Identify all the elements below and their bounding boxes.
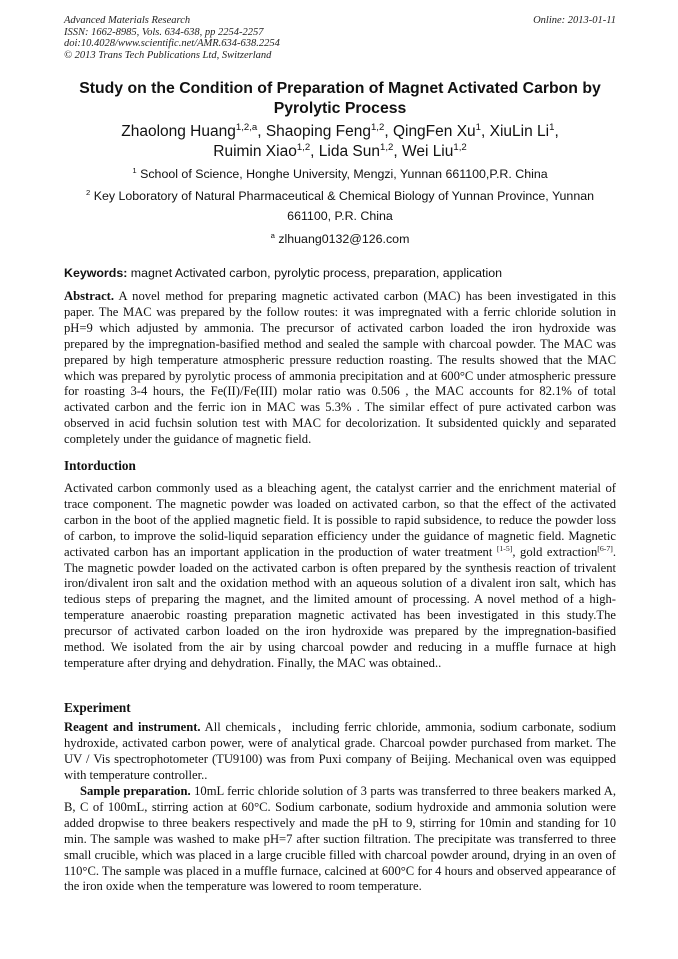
online-date: Online: 2013-01-11 [533, 15, 616, 26]
section-heading-experiment: Experiment [64, 700, 131, 715]
paper-title: Study on the Condition of Preparation of Magnet Activated Carbon by Pyrolytic Process [79, 80, 601, 117]
copyright: © 2013 Trans Tech Publications Ltd, Switzerland [64, 49, 272, 61]
keywords-text: magnet Activated carbon, pyrolytic process, preparation, application [127, 266, 503, 280]
author: Shaoping Feng$^{1,2}$, [265, 121, 393, 140]
author-list [60, 122, 620, 161]
reagent-paragraph: Reagent and instrument. All chemicals，including ferric chloride, ammonia, sodium carbonate, sodium hydroxide, activated carbon power, were of analytical grade. Charcoal powder purchased from market. The UV / Vis spectrophotometer (TU9100) was from Puxi company of Beijing. Mechanical oven was equipped with temperature controller.. [64, 720, 616, 782]
affiliation-1: $^1$ School of Science, Honghe University, Mengzi, Yunnan 661100,P.R. China [132, 165, 548, 181]
author: Ruimin Xiao$^{1,2}$, [213, 141, 319, 160]
author: Lida Sun$^{1,2}$, [318, 141, 402, 160]
abstract-label: Abstract. [64, 289, 115, 303]
author: Zhaolong Huang$^{1,2,a}$, [121, 121, 266, 140]
keywords-label: Keywords: [64, 266, 128, 280]
keywords [64, 265, 616, 281]
journal-name: Advanced Materials Research [64, 15, 191, 26]
section-heading-introduction: Intorduction [64, 458, 136, 473]
issn: ISSN: 1662-8985, Vols. 634-638, pp 2254-2257 [64, 26, 264, 38]
introduction-text: Activated carbon commonly used as a bleaching agent, the catalyst carrier and the enrichment material of trace component. The magnetic powder was loaded on activated carbon, so that the effect of the activated carbon in the boot of the applied magnetic field. It is possible to rapid subsidence, to reduce the powder loss of carbon, to improve the solid-liquid separation efficiency under the guidance of magnetic field. Magnetic activated carbon has an important application in the production of water treatment [1-5], gold extraction[6-7]. The magnetic powder loaded on the activated carbon is often prepared by the synthesis reaction of trivalent iron/divalent iron salt and the oxidation method with an aqueous solution of a divalent iron salt, which has tedious steps of preparing the magnet, and the limited amount of processing. A novel method of a high-temperature anaerobic roasting preparation magnetic activated has been investigated in this study.The precursor of activated carbon loaded on the iron hydroxide was prepared by the impregnation-basified method. We isolated from the air by using charcoal powder and reducing in a muffle furnace at high temperature after drying and dehydration. Finally, the MAC was obtained.. [64, 481, 617, 670]
author-email: $^a$ zlhuang0132@126.com [270, 230, 410, 246]
author: QingFen Xu$^1$, [392, 121, 490, 140]
affiliation-2: $^2$ Key Loboratory of Natural Pharmaceutical & Chemical Biology of Yunnan Province, Yunnan 661100, P.R. China [85, 187, 595, 223]
abstract-text: A novel method for preparing magnetic activated carbon (MAC) has been investigated in this paper. The MAC was prepared by the follow routes: it was impregnated with a ferric chloride solution in pH=9 which adjusted by ammonia. The precursor of activated carbon loaded the iron hydroxide was prepared by the impregnation-basified method and sealed the sample with charcoal powder. The MAC was prepared by high temperature atmospheric pressure reduction roasting. The results showed that the MAC which was prepared by pyrolytic process of ammonia precipitation and at 600°C under atmospheric pressure for roasting 3-4 hours, the Fe(II)/Fe(III) molar ratio was 0.506 , the MAC accounts for 82.1% of total activated carbon and the ferric ion in MAC was 5.3% . The similar effect of pure activated carbon was observed in acid fuchsin solution test with MAC for decolorization. It subsidented quickly and separated completely under the guidance of magnetic field. [64, 289, 616, 447]
reagent-label: Reagent and instrument. [64, 720, 201, 734]
author: XiuLin Li$^1$, [489, 121, 559, 140]
abstract [64, 289, 616, 448]
sample-paragraph: Sample preparation. 10mL ferric chloride solution of 3 parts was transferred to three beakers marked A, B, C of 100mL, stirring action at 60°C. Sodium carbonate, sodium hydroxide and ammonia solution were added dropwise to three beakers respectively and made the pH to 9, stirring for 10min and standing for 10 min. The sample was washed to make pH=7 after suction filtration. The precipitate was transferred to three small crucible, which was placed in a large crucible filled with charcoal powder around, drying in an oven of 110°C. The sample was placed in a muffle furnace, calcined at 600°C for 4 hours and observed appearance of the iron oxide when the temperature was lowered to room temperature. [64, 784, 616, 894]
citation: [1-5] [496, 543, 513, 553]
citation: [6-7] [597, 543, 613, 553]
author: Wei Liu$^{1,2}$ [401, 141, 467, 160]
sample-label: Sample preparation. [80, 784, 191, 798]
journal-header [64, 15, 616, 61]
doi: doi:10.4028/www.scientific.net/AMR.634-638.2254 [64, 38, 280, 50]
